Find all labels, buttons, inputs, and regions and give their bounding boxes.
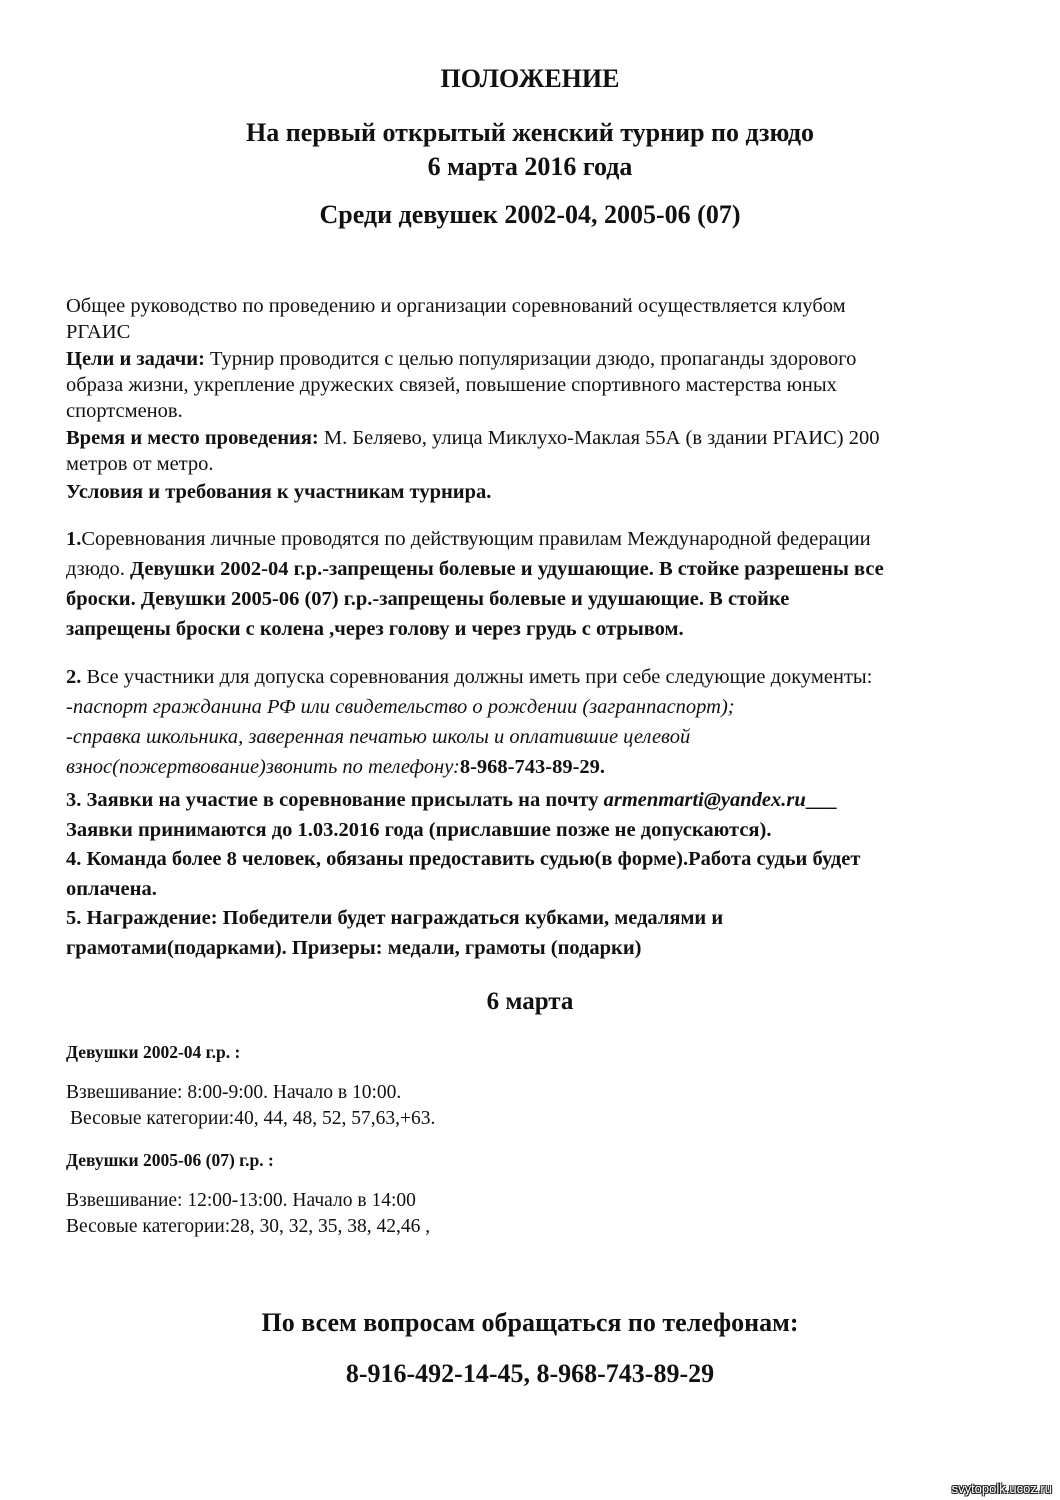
rule-1-text: Соревнования личные проводятся по действующим правилам Международной федерации xyxy=(81,528,871,550)
document-subtitle-ages: Среди девушек 2002-04, 2005-06 (07) xyxy=(319,200,741,229)
group-1-details xyxy=(66,1080,435,1132)
group-2-weigh-in: Взвешивание: 12:00-13:00. Начало в 14:00 xyxy=(66,1190,416,1211)
rule-3-text: 3. Заявки на участие в соревнование присылать на почту xyxy=(66,789,604,811)
goals-text: Турнир проводится с целью популяризации дзюдо, пропаганды здорового xyxy=(204,348,857,370)
rule-2-document-item: -паспорт гражданина РФ или свидетельство о рождении (загранпаспорт); xyxy=(66,696,735,718)
venue-text: М. Беляево, улица Миклухо-Маклая 55А (в здании РГАИС) 200 xyxy=(318,427,880,449)
group-2-heading: Девушки 2005-06 (07) г.р. : xyxy=(66,1150,274,1170)
contacts-title: По всем вопросам обращаться по телефонам: xyxy=(261,1308,799,1337)
rule-1-bold-text: Девушки 2002-04 г.р.-запрещены болевые и удушающие. В стойке разрешены все xyxy=(129,558,884,580)
group-1-weigh-in: Взвешивание: 8:00-9:00. Начало в 10:00. xyxy=(66,1082,402,1103)
document-subtitle-date: 6 марта 2016 года xyxy=(427,152,633,181)
rules-3-5-paragraph xyxy=(66,786,1006,963)
group-2-categories: Весовые категории:28, 30, 32, 35, 38, 42,46 , xyxy=(66,1216,431,1237)
email-link[interactable]: armenmarti@yandex.ru xyxy=(603,789,806,811)
goals-text: образа жизни, укрепление дружеских связей, повышение спортивного мастерства юных xyxy=(66,374,837,396)
document-title: ПОЛОЖЕНИЕ xyxy=(440,64,620,93)
contacts-phones: 8-916-492-14-45, 8-968-743-89-29 xyxy=(345,1359,715,1388)
rule-1-bold-text: запрещены броски с колена ,через голову и через грудь с отрывом. xyxy=(66,618,684,640)
rule-4-text: 4. Команда более 8 человек, обязаны предоставить судью(в форме).Работа судьи будет xyxy=(66,848,861,870)
venue-text: метров от метро. xyxy=(66,453,214,475)
goals-label: Цели и задачи: xyxy=(66,348,205,370)
rule-2-document-item: -справка школьника, заверенная печатью школы и оплатившие целевой xyxy=(66,726,691,748)
group-1-categories: Весовые категории:40, 44, 48, 52, 57,63,+63. xyxy=(70,1108,436,1129)
intro-line: Общее руководство по проведению и организации соревнований осуществляется клубом xyxy=(66,295,846,317)
group-1-heading: Девушки 2002-04 г.р. : xyxy=(66,1042,241,1062)
rule-2-number: 2. xyxy=(66,666,82,688)
conditions-heading: Условия и требования к участникам турнира. xyxy=(66,481,492,503)
goals-paragraph xyxy=(66,346,1006,424)
rule-5-text: 5. Награждение: Победители будет награждаться кубками, медалями и xyxy=(66,907,724,929)
group-2-details xyxy=(66,1188,430,1240)
rule-1-text: дзюдо. xyxy=(66,558,130,580)
rule-3-underscore: ___ xyxy=(805,789,837,811)
schedule-day-heading: 6 марта xyxy=(486,988,574,1015)
rule-2-text: Все участники для допуска соревнования должны иметь при себе следующие документы: xyxy=(81,666,873,688)
rule-2-document-item: взнос(пожертвование)звонить по телефону: xyxy=(66,756,460,778)
site-watermark: svytopolk.ucoz.ru xyxy=(951,1481,1052,1496)
rule-2-phone: 8-968-743-89-29. xyxy=(459,756,606,778)
intro-paragraph xyxy=(66,293,1006,345)
document-subtitle-tournament: На первый открытый женский турнир по дзюдо xyxy=(245,118,814,147)
rule-2-paragraph xyxy=(66,662,1006,782)
rule-1-paragraph xyxy=(66,524,1006,644)
goals-text: спортсменов. xyxy=(66,400,183,422)
rule-1-number: 1. xyxy=(66,528,82,550)
rule-3-deadline: Заявки принимаются до 1.03.2016 года (приславшие позже не допускаются). xyxy=(66,818,772,841)
rule-1-bold-text: броски. Девушки 2005-06 (07) г.р.-запрещены болевые и удушающие. В стойке xyxy=(66,588,790,610)
rule-5-text: грамотами(подарками). Призеры: медали, грамоты (подарки) xyxy=(66,936,642,959)
venue-label: Время и место проведения: xyxy=(66,427,319,449)
rule-4-text: оплачена. xyxy=(66,877,157,900)
venue-paragraph xyxy=(66,425,1006,477)
intro-line: РГАИС xyxy=(66,321,131,343)
